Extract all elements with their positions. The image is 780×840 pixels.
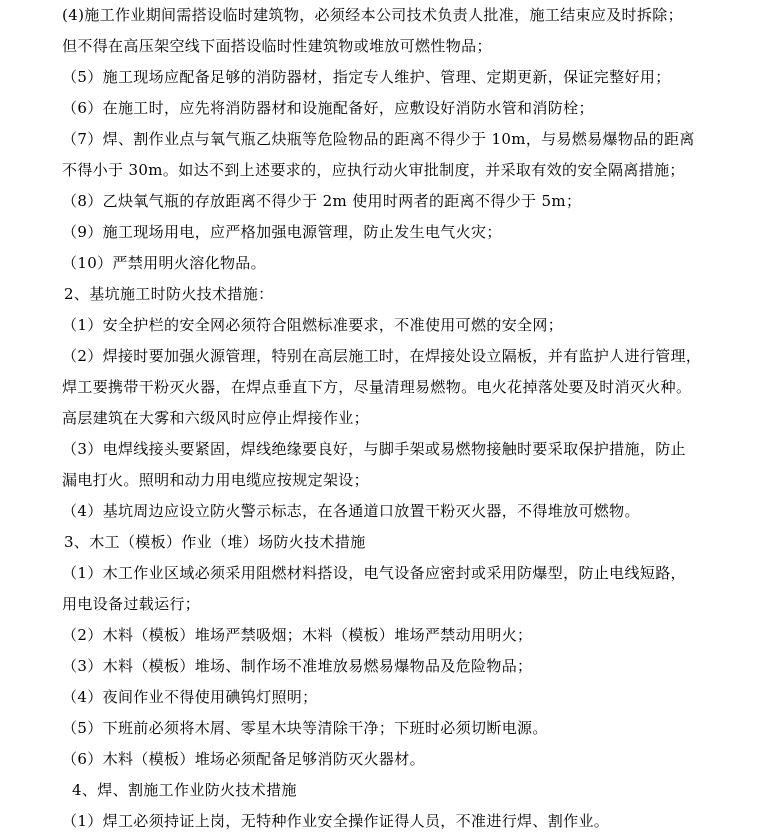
paragraph-line: （4）基坑周边应设立防火警示标志，在各通道口放置干粉灭火器，不得堆放可燃物。	[62, 502, 640, 520]
paragraph-line: （5）施工现场应配备足够的消防器材，指定专人维护、管理、定期更新，保证完整好用；	[62, 68, 671, 86]
paragraph-line: （6）木料（模板）堆场必须配备足够消防灭火器材。	[62, 750, 425, 768]
paragraph-line: （8）乙炔氧气瓶的存放距离不得少于 2m 使用时两者的距离不得少于 5m；	[62, 192, 582, 210]
paragraph-line: (4)施工作业期间需搭设临时建筑物，必须经本公司技术负责人批准，施工结束应及时拆除；	[62, 6, 683, 24]
paragraph-line: （10）严禁用明火溶化物品。	[62, 254, 266, 272]
paragraph-line: （3）电焊线接头要紧固，焊线绝缘要良好，与脚手架或易燃物接触时要采取保护措施，防止	[62, 440, 686, 458]
paragraph-line: （6）在施工时，应先将消防器材和设施配备好，应敷设好消防水管和消防栓；	[62, 99, 594, 117]
paragraph-line: （4）夜间作业不得使用碘钨灯照明；	[62, 688, 318, 706]
section-heading: 4、焊、割施工作业防火技术措施	[72, 781, 297, 799]
section-heading: 3、木工（模板）作业（堆）场防火技术措施	[64, 533, 366, 551]
paragraph-line: （1）木工作业区域必须采用阻燃材料搭设，电气设备应密封或采用防爆型，防止电线短路，	[62, 564, 686, 582]
paragraph-line: （9）施工现场用电，应严格加强电源管理，防止发生电气火灾；	[62, 223, 502, 241]
paragraph-line: （1）安全护栏的安全网必须符合阻燃标准要求，不准使用可燃的安全网；	[62, 316, 564, 334]
paragraph-line: 不得小于 30m。如达不到上述要求的，应执行动火审批制度，并采取有效的安全隔离措施；	[62, 161, 685, 179]
paragraph-line: （7）焊、割作业点与氧气瓶乙炔瓶等危险物品的距离不得少于 10m，与易燃易爆物品的距离	[62, 130, 695, 148]
section-heading: 2、基坑施工时防火技术措施：	[64, 285, 274, 303]
paragraph-line: 焊工要携带干粉灭火器，在焊点垂直下方，尽量清理易燃物。电火花掉落处要及时消灭火种。	[62, 378, 692, 396]
paragraph-line: （5）下班前必须将木屑、零星木块等清除干净；下班时必须切断电源。	[62, 719, 548, 737]
paragraph-line: （2）焊接时要加强火源管理，特别在高层施工时，在焊接处设立隔板，并有监护人进行管理，	[62, 347, 702, 365]
paragraph-line: （1）焊工必须持证上岗，无特种作业安全操作证得人员，不准进行焊、割作业。	[62, 812, 610, 830]
paragraph-line: 漏电打火。照明和动力用电缆应按规定架设；	[62, 471, 370, 489]
paragraph-line: 高层建筑在大雾和六级风时应停止焊接作业；	[62, 409, 370, 427]
paragraph-line: （3）木料（模板）堆场、制作场不准堆放易燃易爆物品及危险物品；	[62, 657, 533, 675]
paragraph-line: 用电设备过载运行；	[62, 595, 201, 613]
paragraph-line: （2）木料（模板）堆场严禁吸烟；木料（模板）堆场严禁动用明火；	[62, 626, 533, 644]
paragraph-line: 但不得在高压架空线下面搭设临时性建筑物或堆放可燃性物品；	[62, 37, 492, 55]
